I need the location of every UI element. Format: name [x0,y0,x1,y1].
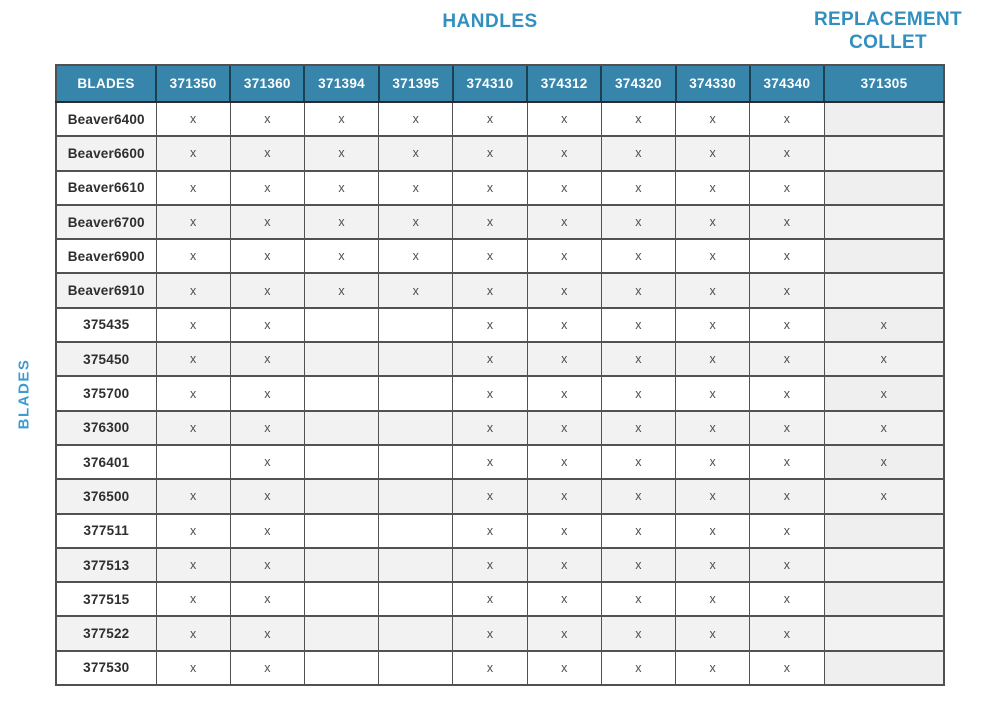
compat-cell-375700-371305: x [824,376,944,410]
compat-cell-375700-374320: x [601,376,675,410]
row-label-Beaver6610: Beaver6610 [56,171,156,205]
compat-cell-377515-374320: x [601,582,675,616]
compat-cell-Beaver6910-374312: x [527,273,601,307]
compat-cell-375435-374312: x [527,308,601,342]
row-label-377515: 377515 [56,582,156,616]
row-label-375700: 375700 [56,376,156,410]
compat-cell-Beaver6700-371360: x [230,205,304,239]
compat-cell-377522-371360: x [230,616,304,650]
table-row-376300 [56,411,944,445]
table-row-377522 [56,616,944,650]
compat-cell-375450-374312: x [527,342,601,376]
compat-cell-377530-374312: x [527,651,601,685]
compat-cell-377530-374340: x [750,651,824,685]
compat-cell-Beaver6910-371395: x [379,273,453,307]
table-row-Beaver6400 [56,102,944,136]
compat-cell-377522-374340: x [750,616,824,650]
compat-cell-377511-371360: x [230,514,304,548]
table-row-Beaver6900 [56,239,944,273]
column-header-374320: 374320 [601,65,675,102]
compat-cell-375435-374320: x [601,308,675,342]
compat-cell-Beaver6600-374330: x [676,136,750,170]
row-label-377522: 377522 [56,616,156,650]
compat-cell-377513-374330: x [676,548,750,582]
column-header-374340: 374340 [750,65,824,102]
table-row-Beaver6910 [56,273,944,307]
compat-cell-376300-374310: x [453,411,527,445]
compat-cell-Beaver6910-374320: x [601,273,675,307]
compat-cell-Beaver6910-374330: x [676,273,750,307]
compat-cell-377511-371394 [304,514,378,548]
compat-cell-377515-371305 [824,582,944,616]
compat-cell-376401-374310: x [453,445,527,479]
compat-cell-375450-371394 [304,342,378,376]
row-label-Beaver6910: Beaver6910 [56,273,156,307]
compat-cell-376300-374320: x [601,411,675,445]
compat-cell-375450-374320: x [601,342,675,376]
column-header-374330: 374330 [676,65,750,102]
table-row-375450 [56,342,944,376]
compat-cell-377511-374330: x [676,514,750,548]
table-row-376401 [56,445,944,479]
table-row-376500 [56,479,944,513]
compat-cell-377530-371394 [304,651,378,685]
compat-cell-377522-374330: x [676,616,750,650]
row-label-Beaver6400: Beaver6400 [56,102,156,136]
compat-cell-377513-374320: x [601,548,675,582]
compat-cell-377515-371350: x [156,582,230,616]
compat-cell-375700-371350: x [156,376,230,410]
compat-cell-Beaver6700-371395: x [379,205,453,239]
compat-cell-377513-374312: x [527,548,601,582]
compat-cell-377530-371350: x [156,651,230,685]
compat-cell-Beaver6400-374340: x [750,102,824,136]
column-header-371395: 371395 [379,65,453,102]
compat-cell-Beaver6610-374310: x [453,171,527,205]
compat-cell-377513-374310: x [453,548,527,582]
table-row-377513 [56,548,944,582]
compat-cell-376401-371305: x [824,445,944,479]
compat-cell-375700-374340: x [750,376,824,410]
compat-cell-376500-374310: x [453,479,527,513]
compat-cell-Beaver6910-371394: x [304,273,378,307]
compat-cell-376300-371395 [379,411,453,445]
compat-cell-377515-371360: x [230,582,304,616]
compat-cell-Beaver6700-371305 [824,205,944,239]
compat-cell-377513-371395 [379,548,453,582]
compat-cell-376401-371360: x [230,445,304,479]
compat-cell-377511-371350: x [156,514,230,548]
compat-cell-377511-371305 [824,514,944,548]
compat-cell-376401-371350 [156,445,230,479]
compat-cell-377515-371395 [379,582,453,616]
compat-cell-376300-374330: x [676,411,750,445]
compat-cell-Beaver6700-371394: x [304,205,378,239]
compat-cell-377522-374312: x [527,616,601,650]
compat-cell-375700-371395 [379,376,453,410]
compat-cell-Beaver6400-374330: x [676,102,750,136]
compat-cell-376500-374312: x [527,479,601,513]
compat-cell-375700-374312: x [527,376,601,410]
row-label-376401: 376401 [56,445,156,479]
compat-cell-377522-374320: x [601,616,675,650]
compat-cell-Beaver6610-371395: x [379,171,453,205]
compat-cell-Beaver6400-374310: x [453,102,527,136]
header-row [56,65,944,102]
compat-cell-375435-374330: x [676,308,750,342]
compat-cell-377522-371305 [824,616,944,650]
compat-cell-Beaver6400-371305 [824,102,944,136]
compat-cell-376401-374312: x [527,445,601,479]
table-row-377530 [56,651,944,685]
compat-cell-377513-374340: x [750,548,824,582]
compat-cell-377511-374340: x [750,514,824,548]
compat-cell-Beaver6610-371360: x [230,171,304,205]
compat-cell-Beaver6900-374312: x [527,239,601,273]
row-label-377513: 377513 [56,548,156,582]
compat-cell-Beaver6700-374312: x [527,205,601,239]
compat-cell-Beaver6910-371360: x [230,273,304,307]
compat-cell-Beaver6610-371394: x [304,171,378,205]
compat-cell-376500-371394 [304,479,378,513]
compat-cell-377511-374312: x [527,514,601,548]
table-row-377511 [56,514,944,548]
compat-cell-Beaver6600-371350: x [156,136,230,170]
row-label-Beaver6900: Beaver6900 [56,239,156,273]
compat-cell-377515-374330: x [676,582,750,616]
handles-group-title: HANDLES [442,11,538,32]
compat-cell-Beaver6900-371394: x [304,239,378,273]
compat-cell-377522-371394 [304,616,378,650]
compat-cell-377515-374340: x [750,582,824,616]
compat-cell-Beaver6610-374330: x [676,171,750,205]
compat-cell-375435-371394 [304,308,378,342]
compat-cell-376300-371360: x [230,411,304,445]
compat-cell-Beaver6900-374320: x [601,239,675,273]
compat-cell-375435-374310: x [453,308,527,342]
compat-cell-376300-371350: x [156,411,230,445]
replacement-collet-line1: REPLACEMENT [814,9,962,30]
compat-cell-375435-371395 [379,308,453,342]
compat-cell-376500-371305: x [824,479,944,513]
compat-cell-377530-374330: x [676,651,750,685]
compat-cell-377530-371395 [379,651,453,685]
compat-cell-377522-374310: x [453,616,527,650]
row-label-375450: 375450 [56,342,156,376]
compat-cell-Beaver6700-371350: x [156,205,230,239]
compat-cell-Beaver6610-371350: x [156,171,230,205]
replacement-collet-line2: COLLET [849,32,927,53]
compat-cell-Beaver6700-374330: x [676,205,750,239]
compat-cell-375450-374310: x [453,342,527,376]
compat-cell-Beaver6610-374340: x [750,171,824,205]
compat-cell-377511-374310: x [453,514,527,548]
compat-cell-Beaver6900-374310: x [453,239,527,273]
column-header-371360: 371360 [230,65,304,102]
compat-cell-376401-374320: x [601,445,675,479]
compat-cell-375435-374340: x [750,308,824,342]
compat-cell-Beaver6600-374320: x [601,136,675,170]
row-label-377530: 377530 [56,651,156,685]
compat-cell-Beaver6900-374340: x [750,239,824,273]
compat-cell-377522-371395 [379,616,453,650]
compat-cell-376401-371394 [304,445,378,479]
blade-handle-compatibility-table [55,64,945,686]
compat-cell-Beaver6400-374320: x [601,102,675,136]
compat-cell-375700-371360: x [230,376,304,410]
compat-cell-377511-371395 [379,514,453,548]
compat-cell-377530-374320: x [601,651,675,685]
compat-cell-Beaver6910-374310: x [453,273,527,307]
compat-cell-376401-374330: x [676,445,750,479]
compat-cell-377513-371394 [304,548,378,582]
compat-cell-375700-374330: x [676,376,750,410]
compat-cell-Beaver6600-371360: x [230,136,304,170]
compat-cell-375450-371360: x [230,342,304,376]
compat-cell-Beaver6700-374310: x [453,205,527,239]
compat-cell-Beaver6400-374312: x [527,102,601,136]
compat-cell-377530-371305 [824,651,944,685]
table-body [56,102,944,685]
row-label-376300: 376300 [56,411,156,445]
compat-cell-376500-374340: x [750,479,824,513]
compat-cell-Beaver6610-374320: x [601,171,675,205]
row-label-376500: 376500 [56,479,156,513]
compat-cell-375700-371394 [304,376,378,410]
table-row-377515 [56,582,944,616]
compat-cell-Beaver6610-374312: x [527,171,601,205]
compat-cell-376500-371350: x [156,479,230,513]
compat-cell-Beaver6910-374340: x [750,273,824,307]
compat-cell-Beaver6600-374340: x [750,136,824,170]
table-row-375435 [56,308,944,342]
compat-cell-376500-371360: x [230,479,304,513]
compat-cell-Beaver6400-371360: x [230,102,304,136]
compat-cell-Beaver6400-371350: x [156,102,230,136]
compat-cell-376500-374330: x [676,479,750,513]
compat-cell-Beaver6600-374312: x [527,136,601,170]
row-label-Beaver6700: Beaver6700 [56,205,156,239]
compat-cell-377513-371360: x [230,548,304,582]
compat-cell-376500-371395 [379,479,453,513]
compat-cell-Beaver6600-371395: x [379,136,453,170]
column-header-374310: 374310 [453,65,527,102]
column-header-371305: 371305 [824,65,944,102]
compat-cell-376401-371395 [379,445,453,479]
row-label-377511: 377511 [56,514,156,548]
row-label-Beaver6600: Beaver6600 [56,136,156,170]
compat-cell-376300-371305: x [824,411,944,445]
compat-cell-Beaver6700-374320: x [601,205,675,239]
compat-cell-Beaver6400-371395: x [379,102,453,136]
compat-cell-Beaver6610-371305 [824,171,944,205]
column-header-374312: 374312 [527,65,601,102]
compat-cell-Beaver6900-371360: x [230,239,304,273]
compat-cell-377513-371350: x [156,548,230,582]
compat-cell-Beaver6900-371350: x [156,239,230,273]
compat-cell-375435-371305: x [824,308,944,342]
compat-cell-375450-374330: x [676,342,750,376]
compat-cell-Beaver6400-371394: x [304,102,378,136]
column-header-371394: 371394 [304,65,378,102]
compat-cell-Beaver6910-371350: x [156,273,230,307]
compat-cell-Beaver6910-371305 [824,273,944,307]
column-header-371350: 371350 [156,65,230,102]
compat-cell-377522-371350: x [156,616,230,650]
compat-cell-Beaver6700-374340: x [750,205,824,239]
compat-cell-377511-374320: x [601,514,675,548]
compat-cell-376300-374340: x [750,411,824,445]
compat-cell-375450-371350: x [156,342,230,376]
table-row-375700 [56,376,944,410]
compat-cell-Beaver6900-371395: x [379,239,453,273]
compat-cell-376300-374312: x [527,411,601,445]
compat-cell-377515-374312: x [527,582,601,616]
compat-cell-377515-374310: x [453,582,527,616]
replacement-collet-group-title [805,8,971,54]
compat-cell-376401-374340: x [750,445,824,479]
compat-cell-375450-374340: x [750,342,824,376]
compat-cell-376500-374320: x [601,479,675,513]
compat-cell-375700-374310: x [453,376,527,410]
table-row-Beaver6600 [56,136,944,170]
compat-cell-377515-371394 [304,582,378,616]
compat-cell-Beaver6900-371305 [824,239,944,273]
compat-cell-375450-371395 [379,342,453,376]
row-label-375435: 375435 [56,308,156,342]
blades-axis-label: BLADES [15,358,33,430]
compat-cell-377530-374310: x [453,651,527,685]
table-row-Beaver6700 [56,205,944,239]
compat-cell-375435-371360: x [230,308,304,342]
corner-header-blades: BLADES [56,65,156,102]
compat-cell-Beaver6600-371305 [824,136,944,170]
compat-cell-Beaver6600-374310: x [453,136,527,170]
compat-cell-Beaver6900-374330: x [676,239,750,273]
compat-cell-376300-371394 [304,411,378,445]
compat-cell-375450-371305: x [824,342,944,376]
compat-cell-Beaver6600-371394: x [304,136,378,170]
table-row-Beaver6610 [56,171,944,205]
compat-cell-377513-371305 [824,548,944,582]
compat-cell-377530-371360: x [230,651,304,685]
compat-cell-375435-371350: x [156,308,230,342]
